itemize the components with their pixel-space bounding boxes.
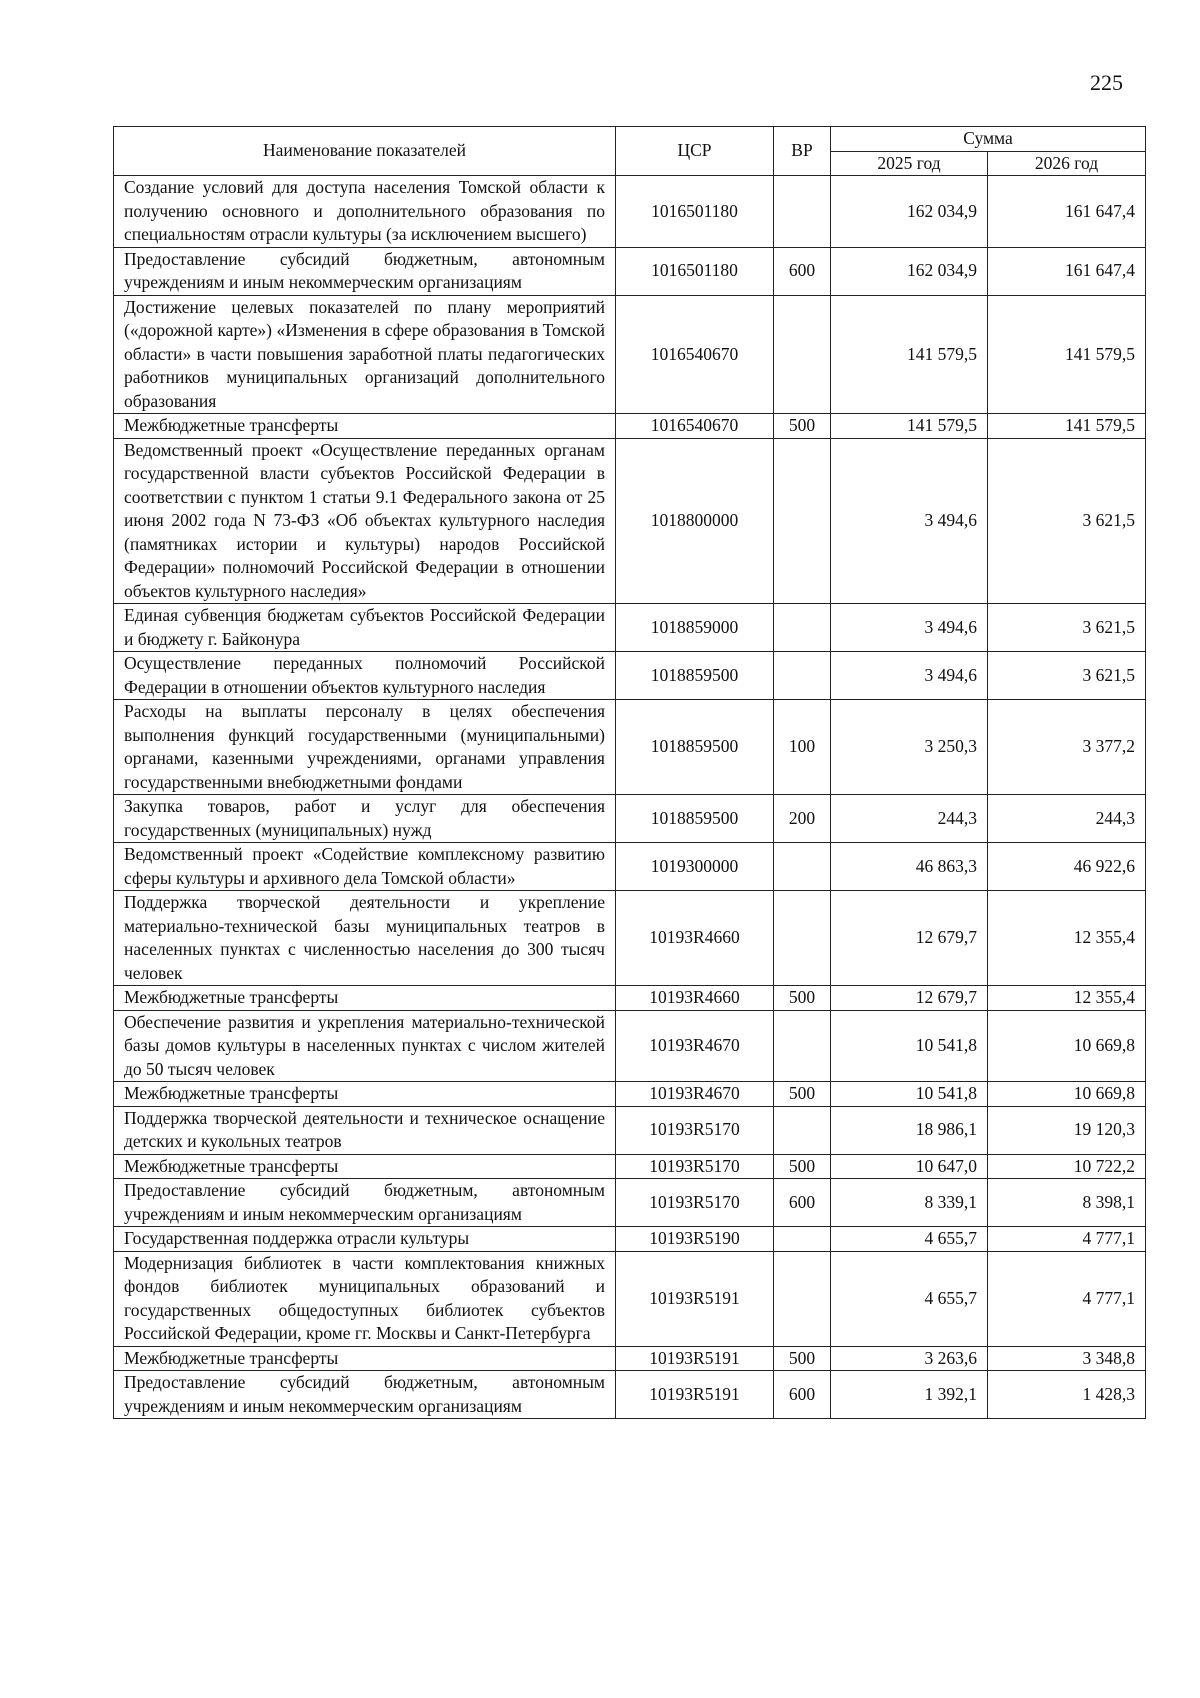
row-amount-2026: 1 428,3	[988, 1371, 1146, 1419]
row-csr-code: 10193R4660	[616, 986, 774, 1011]
row-name: Осуществление переданных полномочий Российской Федерации в отношении объектов культурного наследия	[114, 652, 616, 700]
table-row	[114, 604, 1146, 652]
row-vr-code	[774, 295, 831, 414]
row-name: Межбюджетные трансферты	[114, 986, 616, 1011]
row-amount-2025: 12 679,7	[831, 891, 988, 986]
header-year-2025: 2025 год	[831, 151, 988, 176]
row-csr-code: 10193R5191	[616, 1346, 774, 1371]
row-amount-2025: 3 494,6	[831, 438, 988, 604]
table-row	[114, 414, 1146, 439]
row-amount-2025: 244,3	[831, 795, 988, 843]
row-name: Единая субвенция бюджетам субъектов Российской Федерации и бюджету г. Байконура	[114, 604, 616, 652]
row-csr-code: 10193R4670	[616, 1082, 774, 1107]
row-amount-2026: 141 579,5	[988, 414, 1146, 439]
row-amount-2026: 141 579,5	[988, 295, 1146, 414]
row-vr-code: 500	[774, 414, 831, 439]
row-amount-2026: 161 647,4	[988, 247, 1146, 295]
row-amount-2025: 18 986,1	[831, 1106, 988, 1154]
table-header	[114, 127, 1146, 176]
table-row	[114, 1371, 1146, 1419]
table-row	[114, 986, 1146, 1011]
row-vr-code: 200	[774, 795, 831, 843]
table-row	[114, 438, 1146, 604]
row-amount-2025: 4 655,7	[831, 1251, 988, 1346]
table-row	[114, 891, 1146, 986]
table-row	[114, 1346, 1146, 1371]
row-vr-code	[774, 604, 831, 652]
row-name: Поддержка творческой деятельности и укрепление материально-технической базы муниципальных театров в населенных пунктах с численностью населения до 300 тысяч человек	[114, 891, 616, 986]
row-csr-code: 10193R5170	[616, 1106, 774, 1154]
row-name: Предоставление субсидий бюджетным, автономным учреждениям и иным некоммерческим организациям	[114, 1371, 616, 1419]
row-name: Создание условий для доступа населения Томской области к получению основного и дополнительного образования по специальностям отрасли культуры (за исключением высшего)	[114, 176, 616, 248]
header-csr: ЦСР	[616, 127, 774, 176]
row-csr-code: 1018859000	[616, 604, 774, 652]
row-csr-code: 10193R4670	[616, 1010, 774, 1082]
row-amount-2025: 3 494,6	[831, 604, 988, 652]
row-amount-2026: 12 355,4	[988, 891, 1146, 986]
row-csr-code: 1016540670	[616, 414, 774, 439]
header-sum: Сумма	[831, 127, 1146, 152]
header-name: Наименование показателей	[114, 127, 616, 176]
budget-table	[113, 126, 1146, 1419]
row-csr-code: 10193R4660	[616, 891, 774, 986]
row-vr-code: 500	[774, 986, 831, 1011]
row-name: Межбюджетные трансферты	[114, 414, 616, 439]
row-amount-2025: 8 339,1	[831, 1179, 988, 1227]
row-amount-2025: 3 494,6	[831, 652, 988, 700]
row-csr-code: 10193R5170	[616, 1179, 774, 1227]
row-amount-2026: 3 621,5	[988, 652, 1146, 700]
table-row	[114, 247, 1146, 295]
row-amount-2026: 3 621,5	[988, 604, 1146, 652]
row-name: Достижение целевых показателей по плану мероприятий («дорожной карте») «Изменения в сфере образования в Томской области» в части повышения заработной платы педагогических работников муниципальных организаций дополнительного образования	[114, 295, 616, 414]
row-amount-2025: 12 679,7	[831, 986, 988, 1011]
table-row	[114, 843, 1146, 891]
row-vr-code	[774, 891, 831, 986]
row-amount-2026: 46 922,6	[988, 843, 1146, 891]
row-amount-2026: 244,3	[988, 795, 1146, 843]
row-csr-code: 1018800000	[616, 438, 774, 604]
row-name: Поддержка творческой деятельности и техническое оснащение детских и кукольных театров	[114, 1106, 616, 1154]
row-csr-code: 1016540670	[616, 295, 774, 414]
row-amount-2025: 46 863,3	[831, 843, 988, 891]
row-vr-code	[774, 1106, 831, 1154]
row-amount-2025: 3 250,3	[831, 700, 988, 795]
row-name: Модернизация библиотек в части комплектования книжных фондов библиотек муниципальных образований и государственных общедоступных библиотек субъектов Российской Федерации, кроме гг. Москвы и Санкт-Петербурга	[114, 1251, 616, 1346]
row-csr-code: 10193R5170	[616, 1154, 774, 1179]
row-vr-code: 500	[774, 1082, 831, 1107]
row-vr-code: 100	[774, 700, 831, 795]
row-vr-code: 600	[774, 1179, 831, 1227]
row-amount-2026: 161 647,4	[988, 176, 1146, 248]
table-row	[114, 176, 1146, 248]
row-amount-2025: 10 647,0	[831, 1154, 988, 1179]
row-amount-2026: 4 777,1	[988, 1251, 1146, 1346]
row-amount-2025: 10 541,8	[831, 1082, 988, 1107]
row-vr-code	[774, 1010, 831, 1082]
row-vr-code	[774, 438, 831, 604]
row-amount-2026: 19 120,3	[988, 1106, 1146, 1154]
header-vr: ВР	[774, 127, 831, 176]
row-name: Межбюджетные трансферты	[114, 1082, 616, 1107]
row-csr-code: 1019300000	[616, 843, 774, 891]
row-csr-code: 10193R5191	[616, 1251, 774, 1346]
row-csr-code: 1016501180	[616, 176, 774, 248]
row-amount-2026: 10 669,8	[988, 1082, 1146, 1107]
table-row	[114, 1154, 1146, 1179]
table-row	[114, 1179, 1146, 1227]
row-csr-code: 10193R5191	[616, 1371, 774, 1419]
table-row	[114, 1251, 1146, 1346]
row-name: Межбюджетные трансферты	[114, 1154, 616, 1179]
table-row	[114, 295, 1146, 414]
row-csr-code: 10193R5190	[616, 1227, 774, 1252]
row-vr-code	[774, 176, 831, 248]
header-year-2026: 2026 год	[988, 151, 1146, 176]
row-amount-2025: 162 034,9	[831, 176, 988, 248]
table-row	[114, 795, 1146, 843]
row-amount-2025: 3 263,6	[831, 1346, 988, 1371]
row-name: Ведомственный проект «Осуществление переданных органам государственной власти субъектов Российской Федерации в соответствии с пунктом 1 статьи 9.1 Федерального закона от 25 июня 2002 года N 73-ФЗ «Об объектах культурного наследия (памятниках истории и культуры) народов Российской Федерации» полномочий Российской Федерации в отношении объектов культурного наследия»	[114, 438, 616, 604]
row-vr-code	[774, 1227, 831, 1252]
row-vr-code: 600	[774, 1371, 831, 1419]
row-amount-2025: 141 579,5	[831, 295, 988, 414]
row-amount-2026: 8 398,1	[988, 1179, 1146, 1227]
row-amount-2025: 1 392,1	[831, 1371, 988, 1419]
row-amount-2026: 3 621,5	[988, 438, 1146, 604]
row-csr-code: 1018859500	[616, 652, 774, 700]
row-name: Предоставление субсидий бюджетным, автономным учреждениям и иным некоммерческим организациям	[114, 247, 616, 295]
row-amount-2025: 162 034,9	[831, 247, 988, 295]
row-amount-2026: 12 355,4	[988, 986, 1146, 1011]
row-amount-2026: 10 722,2	[988, 1154, 1146, 1179]
row-vr-code: 500	[774, 1154, 831, 1179]
row-csr-code: 1018859500	[616, 700, 774, 795]
table-body	[114, 176, 1146, 1419]
row-name: Расходы на выплаты персоналу в целях обеспечения выполнения функций государственными (муниципальными) органами, казенными учреждениями, органами управления государственными внебюджетными фондами	[114, 700, 616, 795]
row-vr-code: 600	[774, 247, 831, 295]
row-amount-2026: 10 669,8	[988, 1010, 1146, 1082]
row-vr-code	[774, 843, 831, 891]
page-number: 225	[1090, 70, 1123, 95]
row-name: Межбюджетные трансферты	[114, 1346, 616, 1371]
row-amount-2025: 10 541,8	[831, 1010, 988, 1082]
row-name: Государственная поддержка отрасли культуры	[114, 1227, 616, 1252]
row-amount-2026: 4 777,1	[988, 1227, 1146, 1252]
row-name: Обеспечение развития и укрепления материально-технической базы домов культуры в населенных пунктах с числом жителей до 50 тысяч человек	[114, 1010, 616, 1082]
row-vr-code: 500	[774, 1346, 831, 1371]
table-row	[114, 1106, 1146, 1154]
row-vr-code	[774, 652, 831, 700]
row-amount-2026: 3 377,2	[988, 700, 1146, 795]
row-name: Закупка товаров, работ и услуг для обеспечения государственных (муниципальных) нужд	[114, 795, 616, 843]
row-csr-code: 1016501180	[616, 247, 774, 295]
table-row	[114, 700, 1146, 795]
row-name: Предоставление субсидий бюджетным, автономным учреждениям и иным некоммерческим организациям	[114, 1179, 616, 1227]
row-csr-code: 1018859500	[616, 795, 774, 843]
table-row	[114, 1082, 1146, 1107]
table-row	[114, 1227, 1146, 1252]
row-vr-code	[774, 1251, 831, 1346]
row-amount-2025: 4 655,7	[831, 1227, 988, 1252]
row-amount-2025: 141 579,5	[831, 414, 988, 439]
row-amount-2026: 3 348,8	[988, 1346, 1146, 1371]
table-row	[114, 652, 1146, 700]
row-name: Ведомственный проект «Содействие комплексному развитию сферы культуры и архивного дела Томской области»	[114, 843, 616, 891]
table-row	[114, 1010, 1146, 1082]
